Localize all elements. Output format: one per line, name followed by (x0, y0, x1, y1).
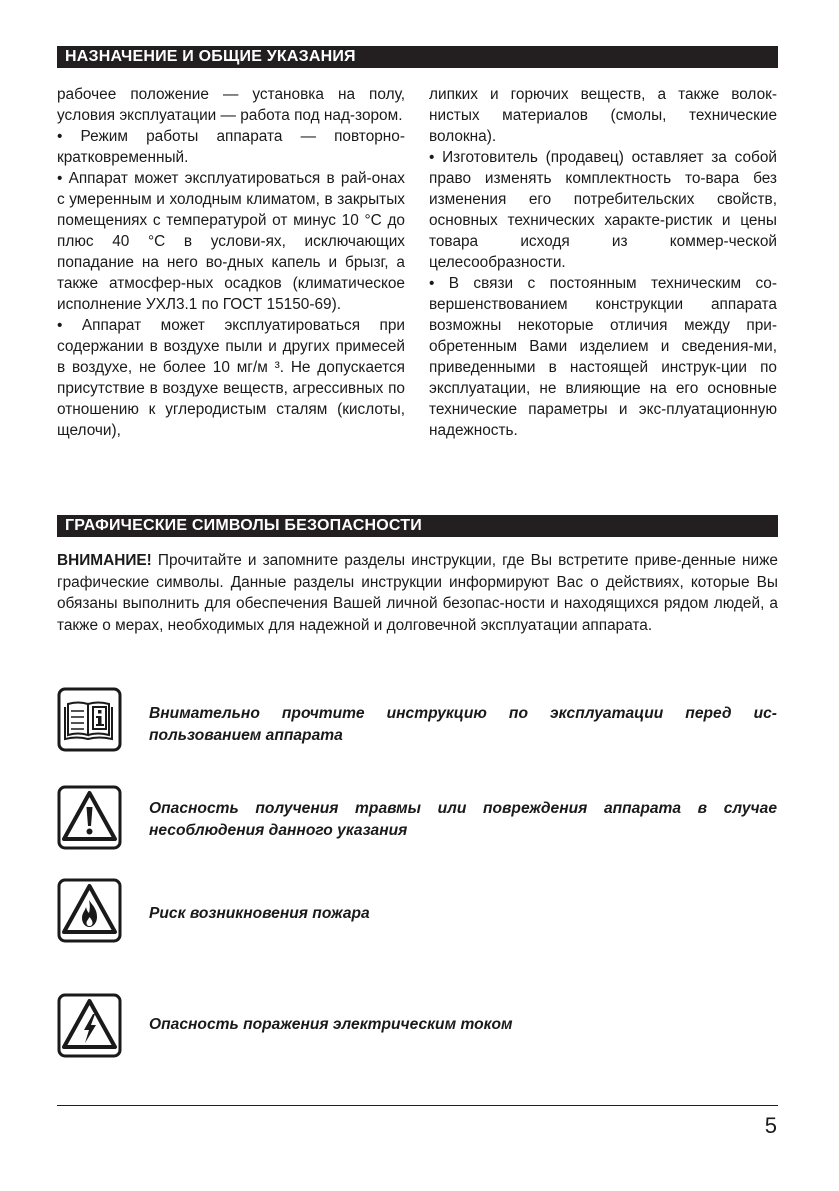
symbol-description: Внимательно прочтите инструкцию по эксплуатации перед ис-пользованием аппарата (149, 705, 777, 744)
attention-paragraph (57, 550, 778, 636)
read-manual-icon (57, 687, 122, 752)
paragraph: • Изготовитель (продавец) оставляет за собой право изменять комплектность то-вара без изменения его потребительских свойств, основных технических характе-ристик и цены товара исходя из коммер-ческой целесообразности. (429, 149, 777, 271)
electric-shock-icon (57, 993, 122, 1058)
symbol-description: Опасность поражения электрическим током (149, 1016, 513, 1033)
attention-text: Прочитайте и запомните разделы инструкции, где Вы встретите приве-денные ниже графические символы. Данные разделы инструкции информируют Вас о действиях, которые Вы обязаны выполнить для обеспечения Вашей личной безопас-ности и находящихся рядом людей, а также о мерах, необходимых для надежной и долговечной эксплуатации аппарата. (57, 552, 778, 634)
paragraph: • Аппарат может эксплуатироваться при содержании в воздухе пыли и других примесей в воздухе, не более 10 мг/м ³. Не допускается присутствие в воздухе веществ, агрессивных по отношению к углеродистым сталям (кислоты, щелочи), (57, 317, 405, 439)
footer-divider (57, 1105, 778, 1106)
paragraph: • В связи с постоянным техническим со-вершенствованием конструкции аппарата возможны некоторые отличия между при-обретенным Вами изделием и сведения-ми, приведенными в настоящей инструк-ции по эксплуатации, не влияющие на его основные технические параметры и экс-плуатационную надежность. (429, 275, 777, 439)
symbol-description: Риск возникновения пожара (149, 905, 370, 922)
text-column-left (57, 84, 405, 441)
section-header-safety-symbols (57, 515, 778, 537)
text-column-right (429, 84, 777, 441)
fire-hazard-icon (57, 878, 122, 943)
section-header-purpose (57, 46, 778, 68)
section-title: ГРАФИЧЕСКИЕ СИМВОЛЫ БЕЗОПАСНОСТИ (65, 517, 422, 534)
paragraph: • Режим работы аппарата — повторно-кратковременный. (57, 128, 405, 166)
section-title: НАЗНАЧЕНИЕ И ОБЩИЕ УКАЗАНИЯ (65, 48, 356, 65)
paragraph: • Аппарат может эксплуатироваться в рай-онах с умеренным и холодным климатом, в закрытых помещениях с температурой от минус 10 °С до плюс 40 °С в услови-ях, исключающих попадание на него во-дных капель и брызг, а также атмосфер-ных осадков (климатическое исполнение УХЛ3.1 по ГОСТ 15150-69). (57, 170, 405, 313)
warning-icon (57, 785, 122, 850)
paragraph: липких и горючих веществ, а также волок-нистых материалов (смолы, технические волокна). (429, 86, 777, 145)
page-number: 5 (764, 1113, 777, 1138)
symbol-description: Опасность получения травмы или повреждения аппарата в случае несоблюдения данного указания (149, 800, 777, 839)
paragraph: рабочее положение — установка на полу, условия эксплуатации — работа под над-зором. (57, 86, 405, 124)
attention-label: ВНИМАНИЕ! (57, 552, 152, 569)
